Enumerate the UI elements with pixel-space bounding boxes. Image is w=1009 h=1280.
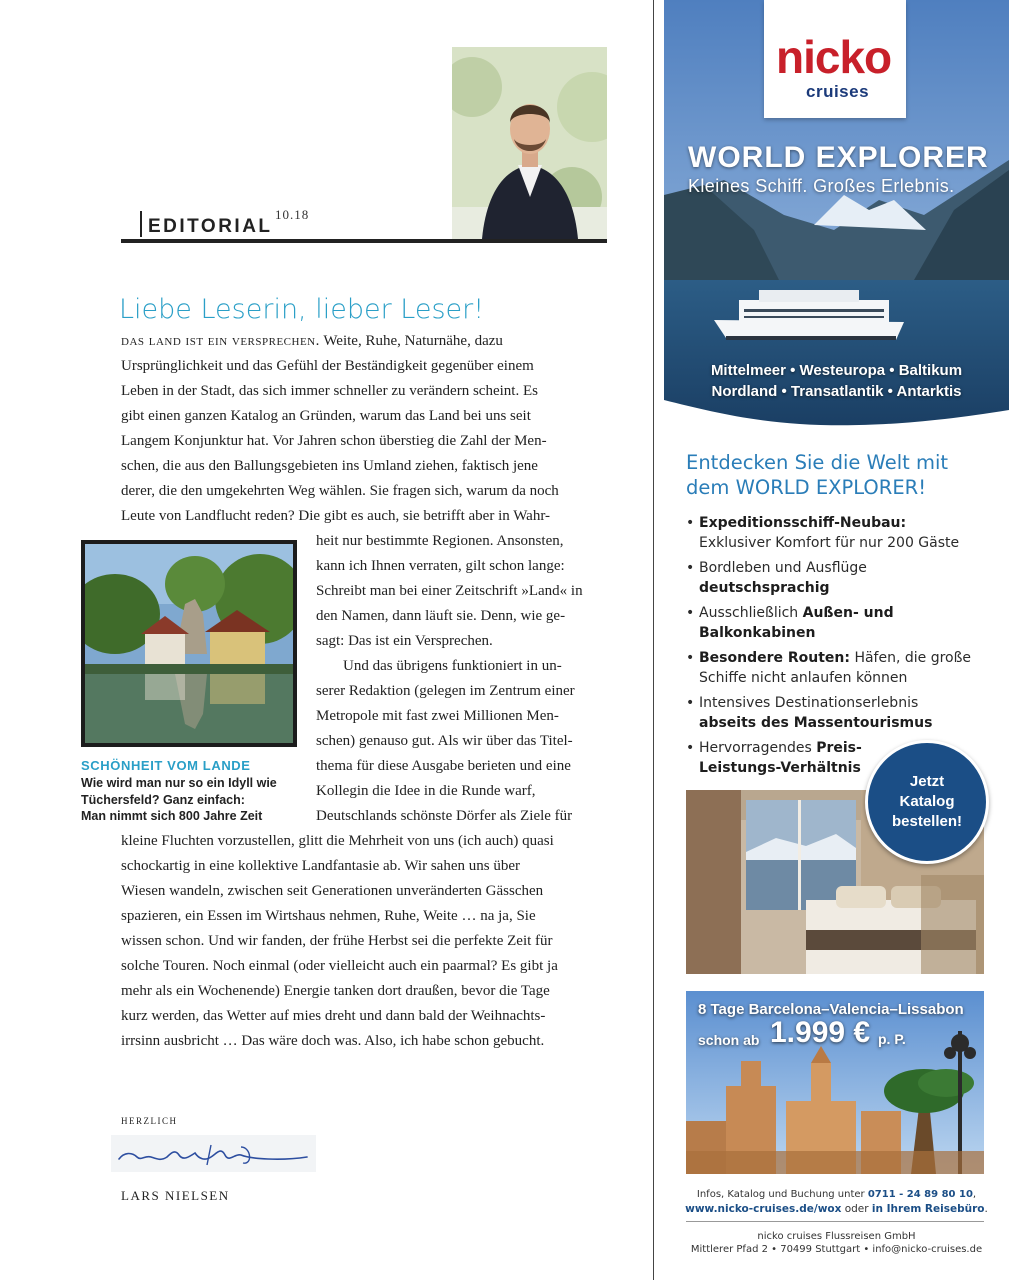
body-line: schockartig in eine kollektive Landfantasie ab. Wir sahen uns über — [121, 858, 520, 874]
photo-caption — [81, 775, 277, 825]
body-line: serer Redaktion (gelegen im Zentrum einer — [316, 683, 575, 699]
body-line: schen, die aus den Ballungsgebieten ins Umland ziehen, faktisch jene — [121, 458, 538, 474]
body-line: sagt: Das ist ein Versprechen. — [316, 633, 493, 649]
body-line: gibt einen ganzen Katalog an Gründen, warum das Land bei uns seit — [121, 408, 531, 424]
body-line: solche Touren. Noch einmal (oder vielleicht auch ein paarmal? Es gibt ja — [121, 958, 558, 974]
destinations-line-1: Mittelmeer • Westeuropa • Baltikum — [710, 362, 963, 379]
booking-web: www.nicko-cruises.de/wox oder in Ihrem Reisebüro. — [685, 1203, 988, 1215]
body-line: irrsinn ausbricht … Das wäre doch was. Also, ich habe schon gebucht. — [121, 1033, 545, 1049]
author-name: LARS NIELSEN — [121, 1188, 230, 1203]
body-text-block-1 — [121, 329, 559, 529]
feature-item: • Bordleben und Ausflüge deutschsprachig — [686, 558, 986, 598]
body-line: heit nur bestimmte Regionen. Ansonsten, — [316, 533, 564, 549]
body-line: wissen schon. Und wir fanden, der frühe Herbst sei die perfekte Zeit für — [121, 933, 553, 949]
body-line: kurz werden, das Wetter auf mies dreht und dann bald der Weihnachts- — [121, 1008, 546, 1024]
body-line: Metropole mit fast zwei Millionen Men- — [316, 708, 559, 724]
body-text-block-2 — [316, 529, 583, 829]
company-address: Mittlerer Pfad 2 • 70499 Stuttgart • info@nicko-cruises.de — [690, 1244, 983, 1255]
info-divider — [686, 1221, 984, 1222]
body-line: Leben in der Stadt, das sich immer schneller zu verändern scheint. Es — [121, 383, 538, 399]
body-line: Wiesen wandeln, zwischen seit Generationen unveränderten Gässchen — [121, 883, 544, 899]
feature-item: • Besondere Routen: Häfen, die große Schiffe nicht anlaufen können — [686, 648, 986, 688]
column-divider — [653, 0, 654, 1280]
caption-line: Man nimmt sich 800 Jahre Zeit — [81, 809, 263, 823]
phone-number[interactable]: 0711 - 24 89 80 10 — [867, 1189, 973, 1200]
brand-logo: nicko — [776, 31, 892, 83]
price-suffix: p. P. — [878, 1031, 906, 1047]
editorial-marker — [140, 211, 142, 237]
body-line: schen) genauso gut. Als wir über das Titel- — [316, 733, 573, 749]
lead-in: das land ist ein versprechen. — [121, 333, 320, 349]
brand-logo-sub: cruises — [806, 82, 870, 101]
feature-item: • Intensives Destinationserlebnis abseits des Massentourismus — [686, 693, 986, 733]
body-line: den Namen, dann läuft sie. Denn, wie ge- — [316, 608, 566, 624]
order-catalog-button[interactable] — [865, 740, 989, 864]
route-title: 8 Tage Barcelona–Valencia–Lissabon — [698, 1001, 964, 1018]
body-line: Und das übrigens funktioniert in un- — [343, 658, 562, 674]
body-line: kleine Fluchten vorzustellen, glitt die Mehrheit von uns (ich auch) quasi — [121, 833, 554, 849]
price-prefix: schon ab — [698, 1032, 760, 1048]
body-line: derer, die den umgekehrten Weg wählen. Sie fragen sich, warum da noch — [121, 483, 559, 499]
editor-portrait — [452, 47, 607, 239]
ad-headline: Entdecken Sie die Welt mit dem WORLD EXPLORER! — [686, 451, 949, 499]
body-line: thema für diese Ausgabe berieten und eine — [316, 758, 571, 774]
section-rule — [121, 239, 607, 243]
section-label: EDITORIAL — [148, 216, 273, 237]
body-line: das land ist ein versprechen. Weite, Ruhe, Naturnähe, dazu — [121, 333, 503, 349]
page-title: Liebe Leserin, lieber Leser! — [119, 294, 485, 325]
body-text-block-3 — [121, 829, 558, 1054]
body-line: Ursprünglichkeit und das Gefühl der Beständigkeit gegenüber einem — [121, 358, 534, 374]
feature-item: • Expeditionsschiff-Neubau: Exklusiver Komfort für nur 200 Gäste — [686, 513, 986, 553]
body-line: Leute von Landflucht reden? Die gibt es auch, sie betrifft aber in Wahr- — [121, 508, 551, 524]
cta-label: Jetzt Katalog bestellen! — [891, 773, 963, 830]
feature-item: • Ausschließlich Außen- und Balkonkabinen — [686, 603, 986, 643]
body-line: Langem Konjunktur hat. Vor Jahren schon überstieg die Zahl der Men- — [121, 433, 547, 449]
body-line: kann ich Ihnen verraten, gilt schon lange: — [316, 558, 565, 574]
village-photo-frame — [81, 540, 297, 747]
caption-line: Tüchersfeld? Ganz einfach: — [81, 792, 245, 807]
company-name: nicko cruises Flussreisen GmbH — [757, 1231, 916, 1242]
body-line: spazieren, ein Essen im Wirtshaus nehmen, Ruhe, Weite … na ja, Sie — [121, 908, 536, 924]
issue-number: 10.18 — [275, 207, 310, 222]
body-line: Kollegin die Idee in die Runde warf, — [316, 783, 536, 799]
body-line: Schreibt man bei einer Zeitschrift »Land« in — [316, 583, 583, 599]
caption-line: Wie wird man nur so ein Idyll wie — [81, 776, 277, 790]
booking-info: Infos, Katalog und Buchung unter 0711 - 24 89 80 10, — [696, 1189, 977, 1200]
ad-subtitle: Kleines Schiff. Großes Erlebnis. — [688, 176, 955, 196]
village-photo — [85, 544, 293, 743]
website-link[interactable]: www.nicko-cruises.de/wox — [685, 1203, 842, 1215]
handwritten-signature — [111, 1135, 316, 1172]
body-line: mehr als ein Wochenende) Energie tanken dort draußen, bevor die Tage — [121, 983, 550, 999]
ad-title: WORLD EXPLORER — [688, 141, 989, 174]
price: 1.999 € — [770, 1016, 871, 1049]
closing-greeting: herzlich — [121, 1112, 178, 1127]
feature-item: • Hervorragendes Preis- Leistungs-Verhältnis — [686, 738, 986, 778]
photo-caption-title: SCHÖNHEIT VOM LANDE — [81, 758, 251, 773]
body-line: Deutschlands schönste Dörfer als Ziele für — [316, 808, 573, 824]
destinations-line-2: Nordland • Transatlantik • Antarktis — [711, 383, 962, 400]
